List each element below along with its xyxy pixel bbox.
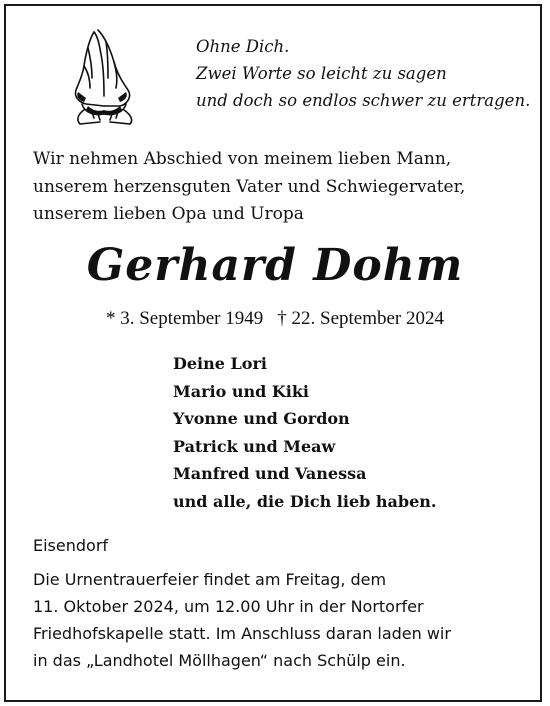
mourner-line: Manfred und Vanessa [173, 464, 367, 483]
intro-line: unserem herzensguten Vater und Schwiegervater, [33, 176, 466, 197]
service-line: 11. Oktober 2024, um 12.00 Uhr in der Nortorfer [33, 597, 424, 616]
poem-line: Ohne Dich. [196, 37, 290, 56]
deceased-name: Gerhard Dohm [86, 240, 464, 291]
mourner-line: Patrick und Meaw [173, 436, 336, 456]
poem [196, 33, 536, 114]
birth-date: * 3. September 1949 [105, 308, 264, 329]
mourners-list [173, 350, 533, 515]
mourner-line: und alle, die Dich lieb haben. [173, 491, 437, 511]
service-details [33, 566, 533, 674]
life-dates [0, 308, 550, 330]
poem-line: und doch so endlos schwer zu ertragen. [196, 91, 531, 110]
service-line: Die Urnentrauerfeier findet am Freitag, dem [33, 570, 387, 589]
intro-text [33, 146, 523, 229]
praying-hands-icon [64, 26, 154, 126]
mourner-line: Deine Lori [173, 354, 267, 373]
intro-line: Wir nehmen Abschied von meinem lieben Mann, [33, 149, 452, 169]
death-date: † 22. September 2024 [277, 308, 445, 329]
service-line: in das „Landhotel Möllhagen“ nach Schülp ein. [33, 651, 406, 670]
place-name: Eisendorf [33, 536, 109, 555]
mourner-line: Mario und Kiki [173, 381, 309, 401]
intro-line: unserem lieben Opa und Uropa [33, 204, 304, 224]
poem-line: Zwei Worte so leicht zu sagen [196, 64, 447, 83]
service-line: Friedhofskapelle statt. Im Anschluss daran laden wir [33, 624, 451, 643]
mourner-line: Yvonne und Gordon [173, 409, 350, 428]
